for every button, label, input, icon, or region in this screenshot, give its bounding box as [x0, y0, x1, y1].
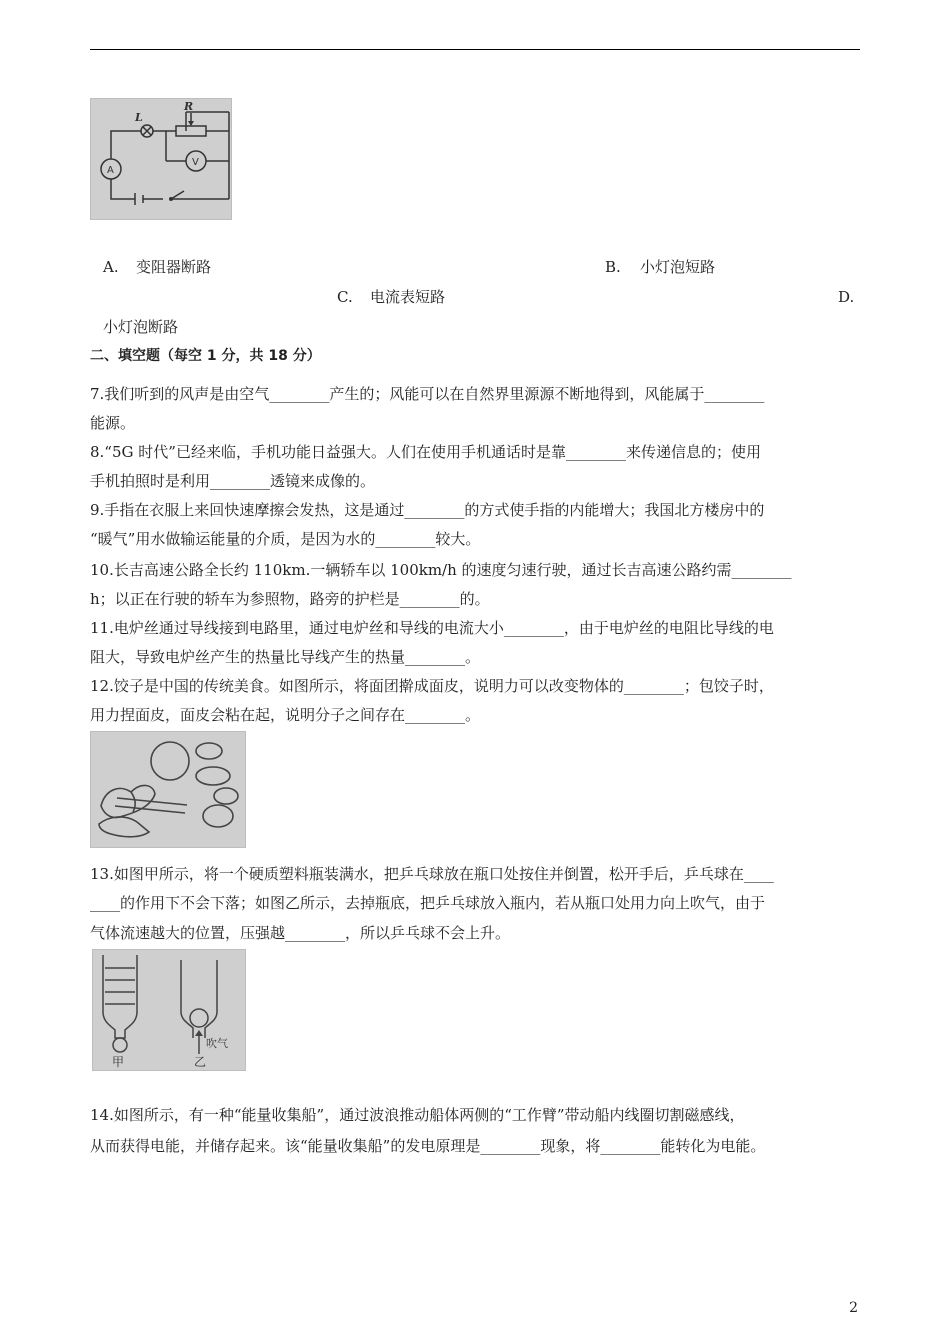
question-13-line-2: ____的作用下不会下落；如图乙所示，去掉瓶底，把乒乓球放入瓶内，若从瓶口处用力向上吹气，由于	[90, 894, 766, 912]
question-13-line-1: 13.如图甲所示，将一个硬质塑料瓶装满水，把乒乓球放在瓶口处按住并倒置，松开手后，乒乓球在____	[90, 865, 774, 883]
question-12-line-1: 12.饺子是中国的传统美食。如图所示，将面团擀成面皮，说明力可以改变物体的________；包饺子时，	[90, 677, 774, 695]
question-10-line-1: 10.长吉高速公路全长约 110km.一辆轿车以 100km/h 的速度匀速行驶，通过长吉高速公路约需________	[90, 561, 792, 579]
bottle-label-jia: 甲	[112, 1055, 125, 1069]
option-d-letter: D.	[838, 288, 855, 306]
question-14-line-1: 14.如图所示，有一种“能量收集船”，通过波浪推动船体两侧的“工作臂”带动船内线圈切割磁感线，	[90, 1106, 745, 1124]
option-b-letter: B.	[605, 258, 621, 276]
circuit-figure	[90, 98, 232, 220]
page-number: 2	[849, 1300, 858, 1316]
question-13-line-3: 气体流速越大的位置，压强越________，所以乒乓球不会上升。	[90, 924, 511, 942]
voltmeter-label: V	[192, 157, 199, 168]
question-7-line-2: 能源。	[90, 414, 136, 432]
question-9-line-1: 9.手指在衣服上来回快速摩擦会发热，这是通过________的方式使手指的内能增大；我国北方楼房中的	[90, 501, 765, 519]
bottle-figure	[92, 949, 246, 1071]
question-10-line-2: h；以正在行驶的轿车为参照物，路旁的护栏是________的。	[90, 590, 490, 608]
option-a-letter: A.	[103, 258, 119, 276]
bottle-label-blow: 吹气	[206, 1037, 228, 1050]
bottle-label-yi: 乙	[194, 1055, 207, 1069]
ammeter-label: A	[107, 165, 114, 176]
lamp-label: L	[135, 111, 143, 124]
option-c-text: 电流表短路	[370, 288, 446, 306]
question-12-line-2: 用力捏面皮，面皮会粘在起，说明分子之间存在________。	[90, 706, 481, 724]
header-rule	[90, 49, 860, 50]
option-b-text: 小灯泡短路	[640, 258, 716, 276]
question-8-line-1: 8.“5G 时代”已经来临，手机功能日益强大。人们在使用手机通话时是靠________来传递信息的；使用	[90, 443, 761, 461]
question-11-line-1: 11.电炉丝通过导线接到电路里，通过电炉丝和导线的电流大小________，由于电炉丝的电阻比导线的电	[90, 619, 774, 637]
section-heading: 二、填空题（每空 1 分，共 18 分）	[90, 348, 321, 364]
question-7-line-1: 7.我们听到的风声是由空气________产生的；风能可以在自然界里源源不断地得到，风能属于________	[90, 385, 765, 403]
question-11-line-2: 阻大，导致电炉丝产生的热量比导线产生的热量________。	[90, 648, 481, 666]
dumpling-figure	[90, 731, 246, 848]
question-8-line-2: 手机拍照时是利用________透镜来成像的。	[90, 472, 376, 490]
resistor-label: R	[184, 100, 194, 113]
option-a-text: 变阻器断路	[136, 258, 212, 276]
option-d-text: 小灯泡断路	[103, 318, 179, 336]
option-c-letter: C.	[337, 288, 353, 306]
question-14-line-2: 从而获得电能，并储存起来。该“能量收集船”的发电原理是________现象，将________能转化为电能。	[90, 1137, 766, 1155]
question-9-line-2: “暖气”用水做输运能量的介质，是因为水的________较大。	[90, 530, 481, 548]
